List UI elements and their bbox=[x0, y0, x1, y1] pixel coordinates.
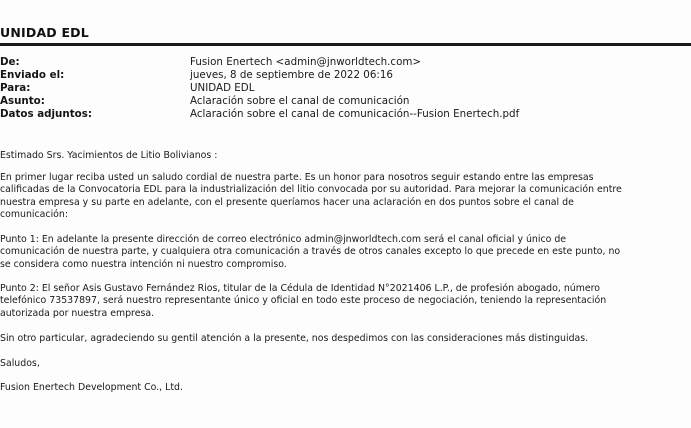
closing-line: Sin otro particular, agradeciendo su gentil atención a la presente, nos despedimos con las consideraciones más distinguidas. bbox=[0, 333, 589, 344]
to-value: UNIDAD EDL bbox=[190, 82, 255, 94]
subject-label: Asunto: bbox=[0, 95, 45, 107]
paragraph-point-2 bbox=[0, 283, 689, 320]
paragraph-line: En primer lugar reciba usted un saludo cordial de nuestra parte. Es un honor para nosotros seguir estando entre las empresas bbox=[0, 172, 594, 183]
attachments-label: Datos adjuntos: bbox=[0, 108, 92, 120]
attachments-value: Aclaración sobre el canal de comunicación--Fusion Enertech.pdf bbox=[190, 108, 520, 120]
paragraph-line: comunicación de nuestra parte, y cualquiera otra comunicación a través de otros canales excepto lo que precede en este punto, no bbox=[0, 246, 621, 258]
sent-value: jueves, 8 de septiembre de 2022 06:16 bbox=[190, 69, 393, 81]
paragraph-line: Punto 2: El señor Asis Gustavo Fernández Rios, titular de la Cédula de Identidad N°2021406 L.P., de profesión abogado, número bbox=[0, 283, 601, 294]
subject-value: Aclaración sobre el canal de comunicación bbox=[190, 95, 410, 107]
signature: Fusion Enertech Development Co., Ltd. bbox=[0, 382, 183, 393]
paragraph-line: comunicación: bbox=[0, 208, 69, 220]
greeting: Estimado Srs. Yacimientos de Litio Bolivianos : bbox=[0, 150, 218, 161]
paragraph-line: Punto 1: En adelante la presente dirección de correo electrónico admin@jnworldtech.com será el canal oficial y único de bbox=[0, 234, 567, 245]
title-divider bbox=[0, 43, 691, 46]
from-label: De: bbox=[0, 56, 20, 68]
from-value: Fusion Enertech <admin@jnworldtech.com> bbox=[190, 56, 422, 68]
paragraph-line: se considera como nuestra intención ni nuestro compromiso. bbox=[0, 258, 287, 270]
paragraph-line: telefónico 73537897, será nuestro representante único y oficial en todo este proceso de negociación, teniendo la representación bbox=[0, 295, 607, 307]
salutation: Saludos, bbox=[0, 358, 40, 369]
paragraph-line: autorizada por nuestra empresa. bbox=[0, 307, 155, 319]
sent-label: Enviado el: bbox=[0, 69, 65, 81]
paragraph-line: nuestra empresa y su parte en adelante, con el presente queríamos hacer una aclaración en dos puntos sobre el canal de bbox=[0, 196, 574, 208]
document-title: UNIDAD EDL bbox=[0, 25, 89, 40]
to-label: Para: bbox=[0, 82, 31, 94]
paragraph-line: calificadas de la Convocatoria EDL para la industrialización del litio convocada por su autoridad. Para mejorar la comunicación entre bbox=[0, 184, 622, 196]
paragraph-point-1 bbox=[0, 234, 689, 271]
paragraph-intro bbox=[0, 172, 689, 221]
